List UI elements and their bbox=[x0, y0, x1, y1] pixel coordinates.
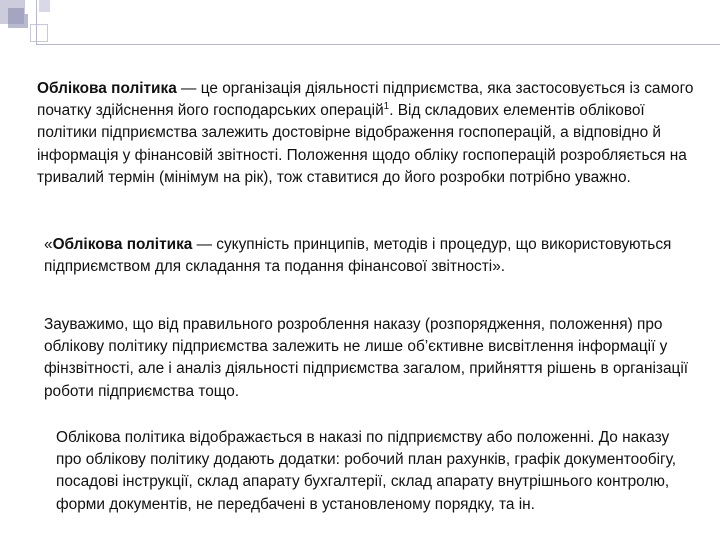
paragraph-quote bbox=[44, 234, 684, 278]
term-bold: Облікова політика bbox=[37, 80, 177, 97]
paragraph-text: Зауважимо, що від правильного розроблення наказу (розпорядження, положення) про облікову політику підприємства залежить не лише об’єктивне висвітлення інформації у фінзвітності, але і аналіз діяльності підприємства загалом, прийняття рішень в організації роботи підприємства тощо. bbox=[44, 316, 689, 400]
paragraph-definition bbox=[37, 78, 702, 189]
decor-vertical-line bbox=[36, 0, 37, 44]
paragraph-text: . Від складових елементів облікової політики підприємства залежить достовірне відображення госпоперацій, а відповідно й інформація у фінансовій звітності. Положення щодо обліку госпоперацій розробляється на тривалий термін (мінімум на рік), тож ставитися до його розробки потрібно уважно. bbox=[37, 102, 687, 186]
decor-square bbox=[30, 24, 48, 42]
decor-horizontal-line bbox=[36, 44, 720, 45]
footnote-marker: 1 bbox=[383, 101, 390, 113]
paragraph-order bbox=[56, 427, 696, 516]
paragraph-text: Облікова політика відображається в наказі по підприємству або положенні. До наказу про облікову політику додають додатки: робочий план рахунків, графік документообігу, посадові інструкції, склад апарату бухгалтерії, склад апарату внутрішнього контролю, форми документів, не передбачені в установленому порядку, та ін. bbox=[56, 429, 677, 513]
decor-square bbox=[38, 0, 50, 12]
paragraph-note bbox=[44, 314, 694, 403]
paragraph-text: — це організація діяльності підприємства, яка застосовується із самого початку здійснення його господарських операцій bbox=[37, 80, 694, 120]
paragraph-text: — сукупність принципів, методів і процедур, що використовуються підприємством для складання та подання фінансової звітності». bbox=[44, 236, 672, 276]
term-bold: Облікова політика bbox=[52, 236, 193, 253]
quote-mark: « bbox=[44, 236, 53, 253]
